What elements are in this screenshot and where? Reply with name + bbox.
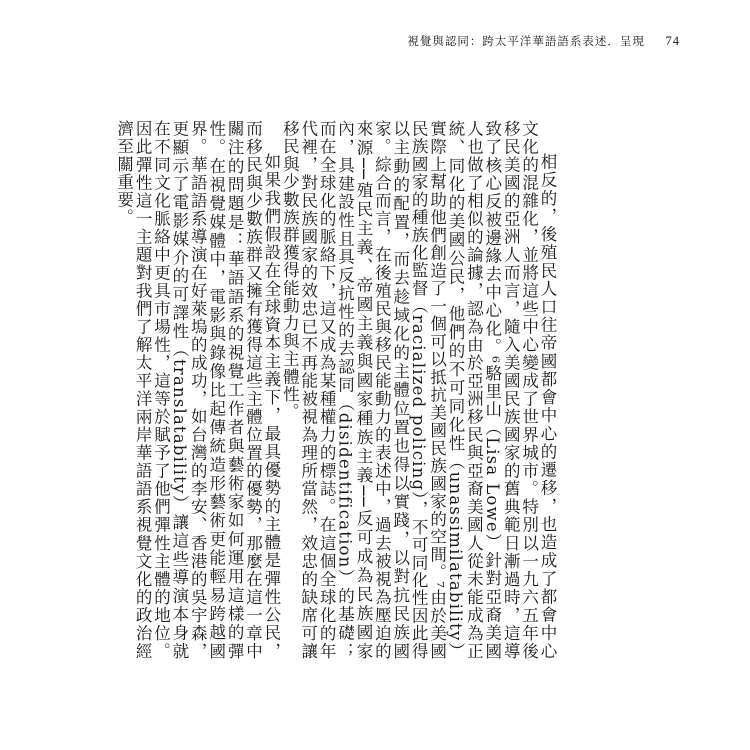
page-number: 74 — [665, 34, 680, 48]
running-header — [407, 33, 680, 49]
paragraph-1: 相反的，後殖民人口往帝國都會中心的遷移，也造成了都會中心文化的混雜化，並將這些中心變成了世界城市。特別以一九六五年後移民美國的亞洲人而言，隨入美國民族國家的舊典範日漸過時，這導致了核心反被邊緣去中心化。⁶駱里山（Lisa Lowe）針對亞裔美國人也做了相似的論據，認為由於亞洲移民與亞裔美國人從未能成為正統、同化的美國公民，他們的不可同化性（unassimilatability）實際上幫助他們創造了一個可以抵抗美國民族國家的空間。⁷由於美國民族國家的種族化監督（racialized policing），不可同化性因此得以主動的配置，而去趁域化的主體位置也得以實踐，以對抗民族國家。綜合而言，在後殖民與移民能動力的表述中，過去被視為壓迫的來源──殖民主義、帝國主義與國家種族主義──反可成為民族國家內，具建設性且具反抗性的去認同（disidentification）的基礎；而在全球化的脈絡下，這又成為某種權力的標誌。在這個全球化的年代裡，對民族國家的效忠已不再能被視為理所當然，效忠的缺席可讓移民與少數族群獲得能動力與主體性。 — [280, 120, 557, 660]
body-text — [114, 120, 557, 660]
running-title: 視覺與認同：跨太平洋華語語系表述．呈現 — [407, 34, 645, 48]
paragraph-2: 如果我們假設在全球資本主義下，最具優勢的主體是彈性公民，而移民與少數族群又擁有獲得這些主體位置的優勢，那麼在這一章中關注的問題是：華語語系的視覺工作者與藝術家如何運用這樣的彈性。在視覺媒體中，電影與錄像比起傳統造形藝術更能輕易跨越國界。華語語系導演在好萊塢的成功，如台灣的李安、香港的吳宇森，更顯示了電影媒介的可譯性（translatability）讓這些導演本身就在不同文化脈絡中更具市場性，這等於賦予了他們彈性主體的地位。因此彈性這一主題對我們了解太平洋兩岸華語語系視覺文化的政治經濟至關重要。 — [114, 120, 281, 660]
